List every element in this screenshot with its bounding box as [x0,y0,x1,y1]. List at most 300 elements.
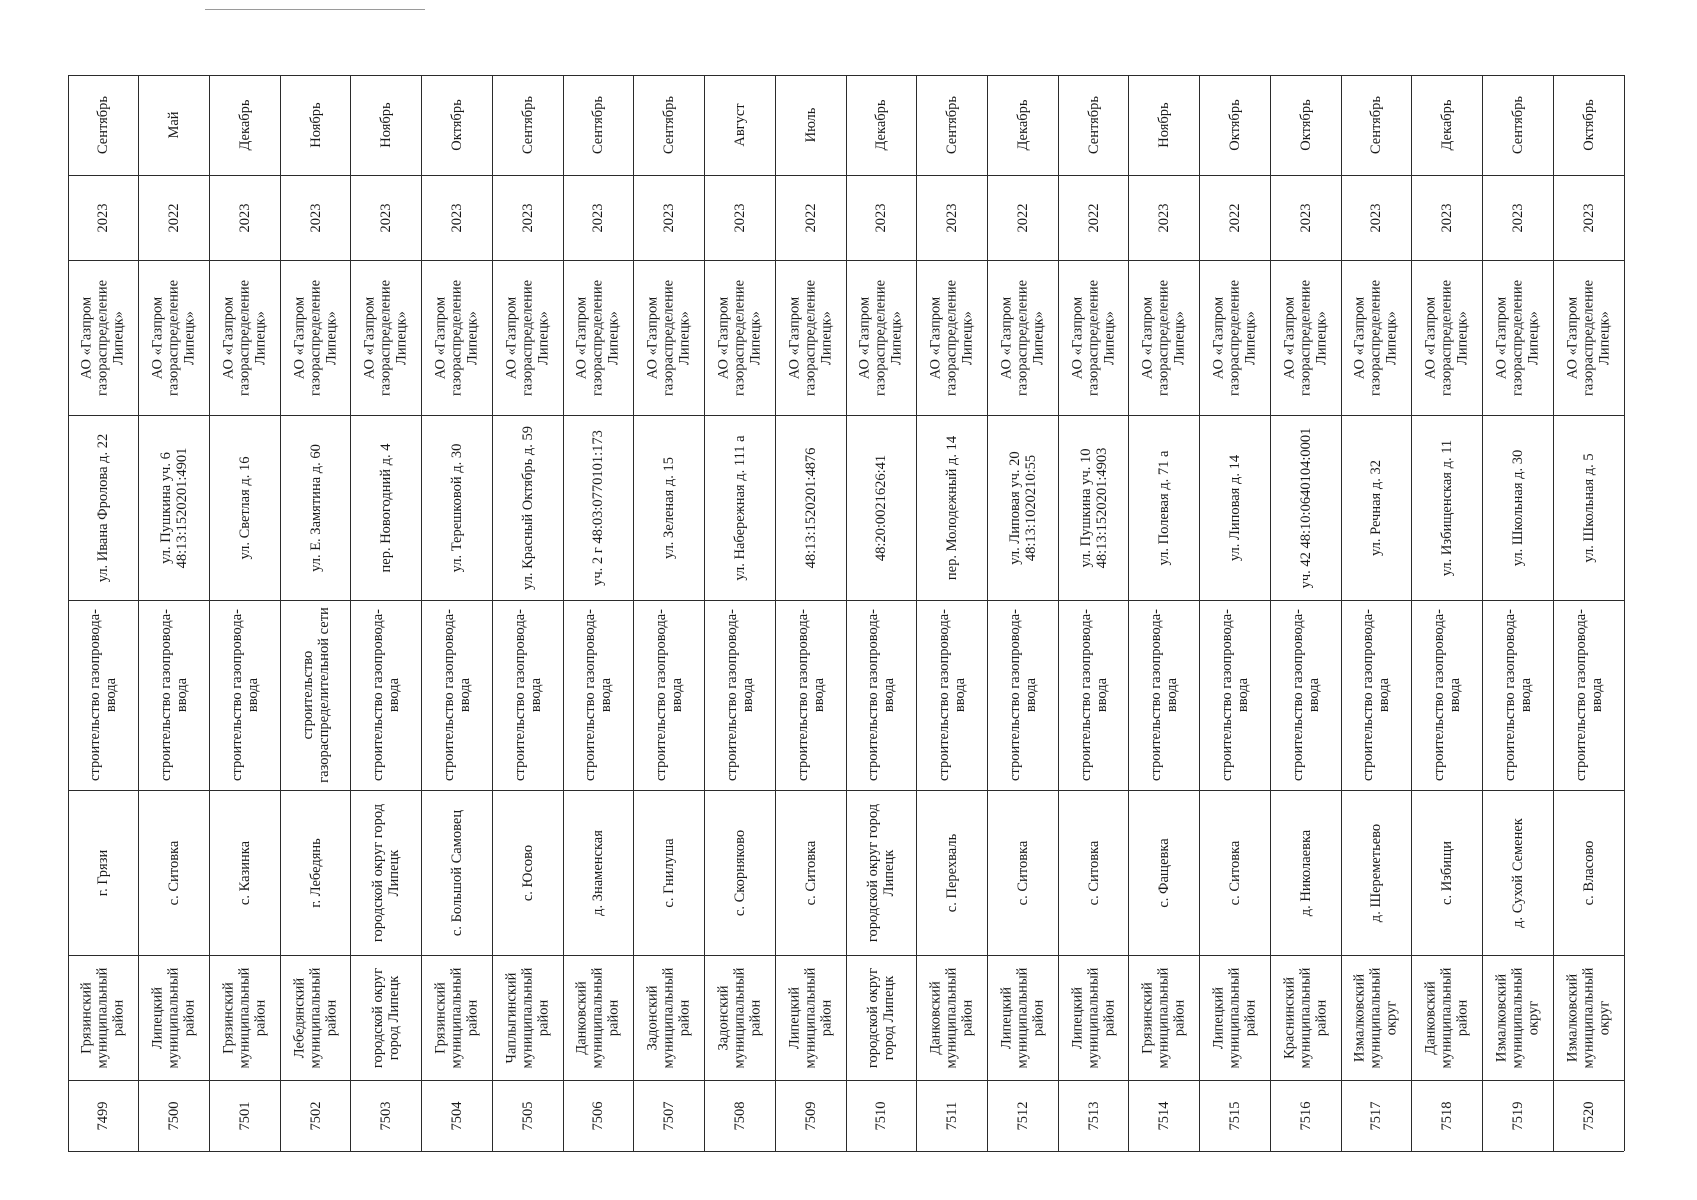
cell-text-address: ул. Полевая д. 71 а [1156,450,1173,565]
cell-text-district: Данковский муниципальный район [1422,967,1472,1068]
cell-text-settlement: с. Ситовка [1014,840,1031,905]
cell-text-address: ул. Набережная д. 111 а [731,434,748,581]
table-cell-year [846,175,917,260]
table-cell-address [1129,415,1200,600]
table-cell-year [1058,175,1129,260]
cell-text-num: 7503 [378,1101,395,1130]
table-cell-month [846,75,917,175]
cell-text-settlement: д. Знаменская [590,829,607,916]
cell-text-month: Октябрь [1297,99,1314,151]
table-cell-work [280,600,351,790]
cell-text-month: Май [165,111,182,139]
table-cell-month [1553,75,1624,175]
cell-text-district: Липецкий муниципальный район [786,967,835,1068]
cell-text-org: АО «Газпром газораспределение Липецк» [503,279,552,396]
table-cell-district [1270,955,1341,1080]
cell-text-num: 7507 [661,1101,678,1130]
table-cell-address [1553,415,1624,600]
cell-text-num: 7513 [1085,1101,1102,1130]
table-cell-num [775,1080,846,1151]
cell-text-year: 2023 [307,203,324,232]
cell-text-address: ул. Е. Замятина д. 60 [307,443,324,572]
table-cell-address [775,415,846,600]
table-cell-org [139,260,210,415]
table-cell-year [280,175,351,260]
table-cell-year [705,175,776,260]
cell-text-year: 2023 [943,203,960,232]
table-cell-settlement [139,790,210,955]
table-cell-district [280,955,351,1080]
cell-text-work: строительство газопровода-ввода [87,609,120,781]
table-cell-year [634,175,705,260]
cell-text-org: АО «Газпром газораспределение Липецк» [1069,279,1118,396]
table-cell-year [209,175,280,260]
cell-text-num: 7506 [590,1101,607,1130]
cell-text-settlement: городской округ город Липецк [370,803,403,942]
table-cell-org [1341,260,1412,415]
table-cell-district [1200,955,1271,1080]
cell-text-work: строительство газораспределительной сети [299,607,332,783]
table-cell-org [209,260,280,415]
cell-text-address: ул. Школьная д. 5 [1580,452,1597,563]
cell-text-year: 2023 [95,203,112,232]
table-cell-year [1200,175,1271,260]
table-cell-settlement [563,790,634,955]
cell-text-year: 2023 [519,203,536,232]
table-cell-district [705,955,776,1080]
cell-text-address: ул. Ивана Фролова д. 22 [95,433,112,582]
cell-text-address: уч. 42 48:10:0640104:0001 [1297,427,1314,588]
cell-text-num: 7504 [448,1101,465,1130]
table-cell-settlement [1341,790,1412,955]
table-cell-work [563,600,634,790]
cell-text-work: строительство газопровода-ввода [511,609,544,781]
cell-text-settlement: д. Сухой Семенек [1509,817,1526,928]
table-cell-work [917,600,988,790]
cell-text-month: Декабрь [236,99,253,151]
cell-text-month: Июль [802,107,819,143]
table-cell-district [351,955,422,1080]
cell-text-month: Ноябрь [307,102,324,148]
table-cell-address [351,415,422,600]
table-cell-work [1270,600,1341,790]
cell-text-settlement: с. Скорняково [731,829,748,916]
cell-text-month: Сентябрь [1085,95,1102,155]
cell-text-address: ул. Зеленая д. 15 [661,456,678,559]
table-cell-org [1129,260,1200,415]
table-cell-work [987,600,1058,790]
cell-text-org: АО «Газпром газораспределение Липецк» [1564,279,1613,396]
cell-text-work: строительство газопровода-ввода [1430,609,1464,781]
cell-text-num: 7515 [1226,1101,1243,1130]
table-cell-work [492,600,563,790]
table-cell-month [1483,75,1554,175]
cell-text-org: АО «Газпром газораспределение Липецк» [291,279,340,396]
cell-text-org: АО «Газпром газораспределение Липецк» [927,279,977,396]
table-cell-settlement [846,790,917,955]
table-cell-work [209,600,280,790]
cell-text-num: 7519 [1509,1101,1526,1130]
table-cell-num [987,1080,1058,1151]
cell-text-year: 2023 [1580,203,1597,232]
table-cell-year [68,175,139,260]
cell-text-work: строительство газопровода-ввода [1360,609,1393,781]
cell-text-num: 7511 [943,1101,960,1130]
cell-text-year: 2023 [378,203,395,232]
table-cell-month [68,75,139,175]
cell-text-district: Данковский муниципальный район [574,967,623,1068]
cell-text-month: Октябрь [1580,99,1597,151]
cell-text-work: строительство газопровода-ввода [157,609,191,781]
table-cell-month [1270,75,1341,175]
table-cell-num [1129,1080,1200,1151]
cell-text-settlement: д. Николаевка [1297,829,1314,916]
table-cell-month [209,75,280,175]
cell-text-settlement: с. Ситовка [802,840,819,905]
cell-text-address: пер. Молодежный д. 14 [943,435,960,580]
cell-text-settlement: с. Ситовка [1085,840,1102,905]
table-cell-month [917,75,988,175]
cell-text-district: Липецкий муниципальный район [998,967,1047,1068]
table-cell-address [705,415,776,600]
cell-text-work: строительство газопровода-ввода [228,609,261,781]
cell-text-address: ул. Избищенская д. 11 [1439,439,1456,576]
cell-text-month: Ноябрь [378,102,395,148]
table-cell-district [563,955,634,1080]
table-cell-num [351,1080,422,1151]
table-cell-settlement [917,790,988,955]
cell-text-district: городской округ город Липецк [370,967,403,1068]
table-cell-year [563,175,634,260]
table-cell-month [280,75,351,175]
table-cell-address [1483,415,1554,600]
table-cell-month [987,75,1058,175]
table-cell-org [1553,260,1624,415]
cell-text-year: 2023 [1297,203,1314,232]
cell-text-work: строительство газопровода-ввода [1572,609,1605,781]
table-cell-district [987,955,1058,1080]
cell-text-settlement: с. Перехваль [943,833,960,912]
cell-text-work: строительство газопровода-ввода [652,609,686,781]
table-cell-month [351,75,422,175]
cell-text-work: строительство газопровода-ввода [1148,609,1181,781]
cell-text-org: АО «Газпром газораспределение Липецк» [220,279,269,396]
cell-text-org: АО «Газпром газораспределение Липецк» [1210,279,1260,396]
cell-text-settlement: с. Гнилуша [661,837,678,908]
table-cell-month [422,75,493,175]
table-cell-org [1412,260,1483,415]
table-cell-year [1412,175,1483,260]
cell-text-settlement: с. Избищи [1439,840,1456,905]
table-cell-address [68,415,139,600]
table-cell-num [1341,1080,1412,1151]
cell-text-org: АО «Газпром газораспределение Липецк» [432,279,482,396]
table-cell-work [1058,600,1129,790]
cell-text-org: АО «Газпром газораспределение Липецк» [361,279,411,396]
table-cell-org [917,260,988,415]
cell-text-month: Ноябрь [1156,102,1173,148]
table-cell-work [68,600,139,790]
table-cell-settlement [280,790,351,955]
cell-text-address: ул. Пушкина уч. 10 48:13:1520201:4903 [1077,447,1110,568]
table-cell-settlement [351,790,422,955]
table-cell-address [917,415,988,600]
cell-text-work: строительство газопровода-ввода [723,609,756,781]
table-cell-num [1270,1080,1341,1151]
table-cell-month [563,75,634,175]
table-cell-settlement [68,790,139,955]
cell-text-org: АО «Газпром газораспределение Липецк» [1352,279,1401,396]
cell-text-num: 7509 [802,1101,819,1130]
cell-text-district: Грязинский муниципальный район [220,967,269,1068]
cell-text-address: ул. Липовая д. 14 [1226,454,1243,561]
cell-text-work: строительство газопровода-ввода [1218,609,1251,781]
cell-text-year: 2022 [802,203,819,232]
cell-text-org: АО «Газпром газораспределение Липецк» [1493,279,1543,396]
cell-text-work: строительство газопровода-ввода [794,609,827,781]
cell-text-month: Сентябрь [661,95,678,155]
cell-text-month: Декабрь [1439,99,1456,151]
cell-text-address: ул. Липовая уч. 20 48:13:1020210:55 [1006,450,1039,565]
table-cell-district [1553,955,1624,1080]
table-cell-month [492,75,563,175]
table-cell-num [139,1080,210,1151]
table-cell-org [492,260,563,415]
cell-text-district: Задонский муниципальный район [715,967,765,1068]
table-cell-district [1341,955,1412,1080]
table-cell-address [1270,415,1341,600]
cell-text-year: 2023 [731,203,748,232]
table-cell-work [705,600,776,790]
table-cell-district [492,955,563,1080]
table-cell-settlement [1553,790,1624,955]
cell-text-num: 7517 [1368,1101,1385,1130]
cell-text-address: ул. Светлая д. 16 [236,455,253,560]
cell-text-settlement: с. Большой Самовец [448,809,465,936]
cell-text-address: ул. Школьная д. 30 [1509,449,1526,566]
table-cell-org [775,260,846,415]
table-cell-work [351,600,422,790]
table-cell-settlement [1483,790,1554,955]
cell-text-address: пер. Новогодний д. 4 [378,443,395,572]
cell-text-num: 7508 [731,1101,748,1130]
table-cell-work [422,600,493,790]
table-cell-num [634,1080,705,1151]
table-cell-address [280,415,351,600]
cell-text-org: АО «Газпром газораспределение Липецк» [644,279,694,396]
table-cell-district [68,955,139,1080]
cell-text-num: 7505 [519,1101,536,1130]
table-cell-work [1341,600,1412,790]
cell-text-num: 7510 [873,1101,890,1130]
cell-text-address: ул. Красный Октябрь д. 59 [519,425,536,590]
table-cell-month [1129,75,1200,175]
cell-text-year: 2023 [1439,203,1456,232]
table-cell-org [563,260,634,415]
cell-text-num: 7499 [95,1101,112,1130]
table-cell-month [1341,75,1412,175]
cell-text-month: Декабрь [1014,99,1031,151]
table-cell-num [1058,1080,1129,1151]
table-cell-year [1270,175,1341,260]
cell-text-settlement: с. Казинка [236,840,253,905]
table-cell-address [209,415,280,600]
table-cell-year [1553,175,1624,260]
cell-text-year: 2023 [590,203,607,232]
table-cell-address [1341,415,1412,600]
table-cell-work [775,600,846,790]
cell-text-year: 2023 [1509,203,1526,232]
cell-text-district: городской округ город Липецк [865,967,898,1068]
cell-text-district: Измалковский муниципальный округ [1564,967,1613,1068]
cell-text-org: АО «Газпром газораспределение Липецк» [1139,279,1189,396]
table-cell-district [846,955,917,1080]
cell-text-num: 7502 [307,1101,324,1130]
cell-text-district: Лебедянский муниципальный район [291,967,340,1068]
table-cell-num [280,1080,351,1151]
table-cell-org [68,260,139,415]
table-cell-num [1483,1080,1554,1151]
cell-text-num: 7518 [1439,1101,1456,1130]
cell-text-month: Октябрь [1226,99,1243,151]
cell-text-year: 2022 [1014,203,1031,232]
table-cell-year [492,175,563,260]
table-cell-year [1483,175,1554,260]
table-cell-settlement [1200,790,1271,955]
cell-text-district: Данковский муниципальный район [927,967,977,1068]
table-cell-settlement [1270,790,1341,955]
table-cell-year [1341,175,1412,260]
cell-text-settlement: д. Шереметьево [1368,823,1385,922]
table-cell-year [422,175,493,260]
cell-text-address: уч. 2 г 48:03:0770101:173 [590,429,607,586]
table-cell-month [775,75,846,175]
table-cell-settlement [634,790,705,955]
table-cell-settlement [1129,790,1200,955]
cell-text-address: 48:13:1520201:4876 [802,447,819,568]
table-cell-month [705,75,776,175]
table-cell-address [422,415,493,600]
cell-text-settlement: г. Грязи [95,849,112,896]
cell-text-num: 7500 [165,1101,182,1130]
table-cell-org [1483,260,1554,415]
cell-text-work: строительство газопровода-ввода [1006,609,1039,781]
cell-text-year: 2023 [448,203,465,232]
table-cell-district [209,955,280,1080]
cell-text-month: Август [731,103,748,147]
table-cell-district [1129,955,1200,1080]
table-cell-work [139,600,210,790]
cell-text-num: 7516 [1297,1101,1314,1130]
cell-text-settlement: с. Власово [1580,840,1597,905]
cell-text-month: Сентябрь [519,95,536,155]
cell-text-address: 48:20:0021626:41 [873,454,890,561]
cell-text-num: 7512 [1014,1101,1031,1130]
table-cell-org [634,260,705,415]
cell-text-work: строительство газопровода-ввода [1289,609,1322,781]
cell-text-year: 2023 [1368,203,1385,232]
table-cell-num [492,1080,563,1151]
table-cell-num [1412,1080,1483,1151]
table-cell-district [775,955,846,1080]
cell-text-num: 7520 [1580,1101,1597,1130]
table-cell-num [563,1080,634,1151]
table-cell-work [634,600,705,790]
table-cell-org [1270,260,1341,415]
table-cell-year [1129,175,1200,260]
cell-text-year: 2022 [1085,203,1102,232]
table-cell-num [917,1080,988,1151]
cell-text-org: АО «Газпром газораспределение Липецк» [574,279,623,396]
cell-text-num: 7514 [1156,1101,1173,1130]
table-cell-org [422,260,493,415]
table-cell-num [422,1080,493,1151]
cell-text-num: 7501 [236,1101,253,1130]
table-cell-district [917,955,988,1080]
table-cell-address [563,415,634,600]
cell-text-org: АО «Газпром газораспределение Липецк» [786,279,835,396]
table-cell-settlement [705,790,776,955]
table-cell-org [1058,260,1129,415]
table-cell-work [1412,600,1483,790]
table-cell-num [846,1080,917,1151]
cell-text-work: строительство газопровода-ввода [1077,609,1110,781]
cell-text-address: ул. Пушкина уч. 6 48:13:1520201:4901 [157,447,191,568]
cell-text-settlement: с. Юсово [519,844,536,901]
cell-text-month: Сентябрь [1368,95,1385,155]
table-cell-year [987,175,1058,260]
cell-text-settlement: с. Ситовка [165,840,182,905]
table-cell-org [846,260,917,415]
cell-text-work: строительство газопровода-ввода [865,609,898,781]
cell-text-month: Декабрь [873,99,890,151]
cell-text-work: строительство газопровода-ввода [1501,609,1534,781]
table-cell-num [68,1080,139,1151]
table-cell-month [1058,75,1129,175]
cell-text-org: АО «Газпром газораспределение Липецк» [79,279,128,396]
table-cell-org [280,260,351,415]
cell-text-district: Липецкий муниципальный район [1210,967,1260,1068]
cell-text-settlement: г. Лебедянь [307,837,324,908]
table-cell-org [987,260,1058,415]
cell-text-year: 2022 [1226,203,1243,232]
cell-text-org: АО «Газпром газораспределение Липецк» [149,279,199,396]
cell-text-org: АО «Газпром газораспределение Липецк» [857,279,906,396]
table-cell-year [139,175,210,260]
table-cell-work [1129,600,1200,790]
cell-text-month: Сентябрь [943,95,960,155]
table-cell-address [987,415,1058,600]
cell-text-org: АО «Газпром газораспределение Липецк» [715,279,765,396]
cell-text-month: Октябрь [448,99,465,151]
cell-text-district: Грязинский муниципальный район [1139,967,1189,1068]
table-cell-address [1200,415,1271,600]
table-cell-org [1200,260,1271,415]
cell-text-org: АО «Газпром газораспределение Липецк» [998,279,1047,396]
table-cell-district [1483,955,1554,1080]
table-cell-address [1058,415,1129,600]
table-cell-year [775,175,846,260]
cell-text-address: ул. Терешковой д. 30 [448,443,465,572]
cell-text-district: Грязинский муниципальный район [79,967,128,1068]
table-cell-settlement [209,790,280,955]
cell-text-settlement: городской округ город Липецк [865,803,898,942]
cell-text-year: 2023 [661,203,678,232]
cell-text-year: 2023 [1156,203,1173,232]
cell-text-month: Сентябрь [95,95,112,155]
cell-text-month: Сентябрь [590,95,607,155]
table-cell-settlement [492,790,563,955]
